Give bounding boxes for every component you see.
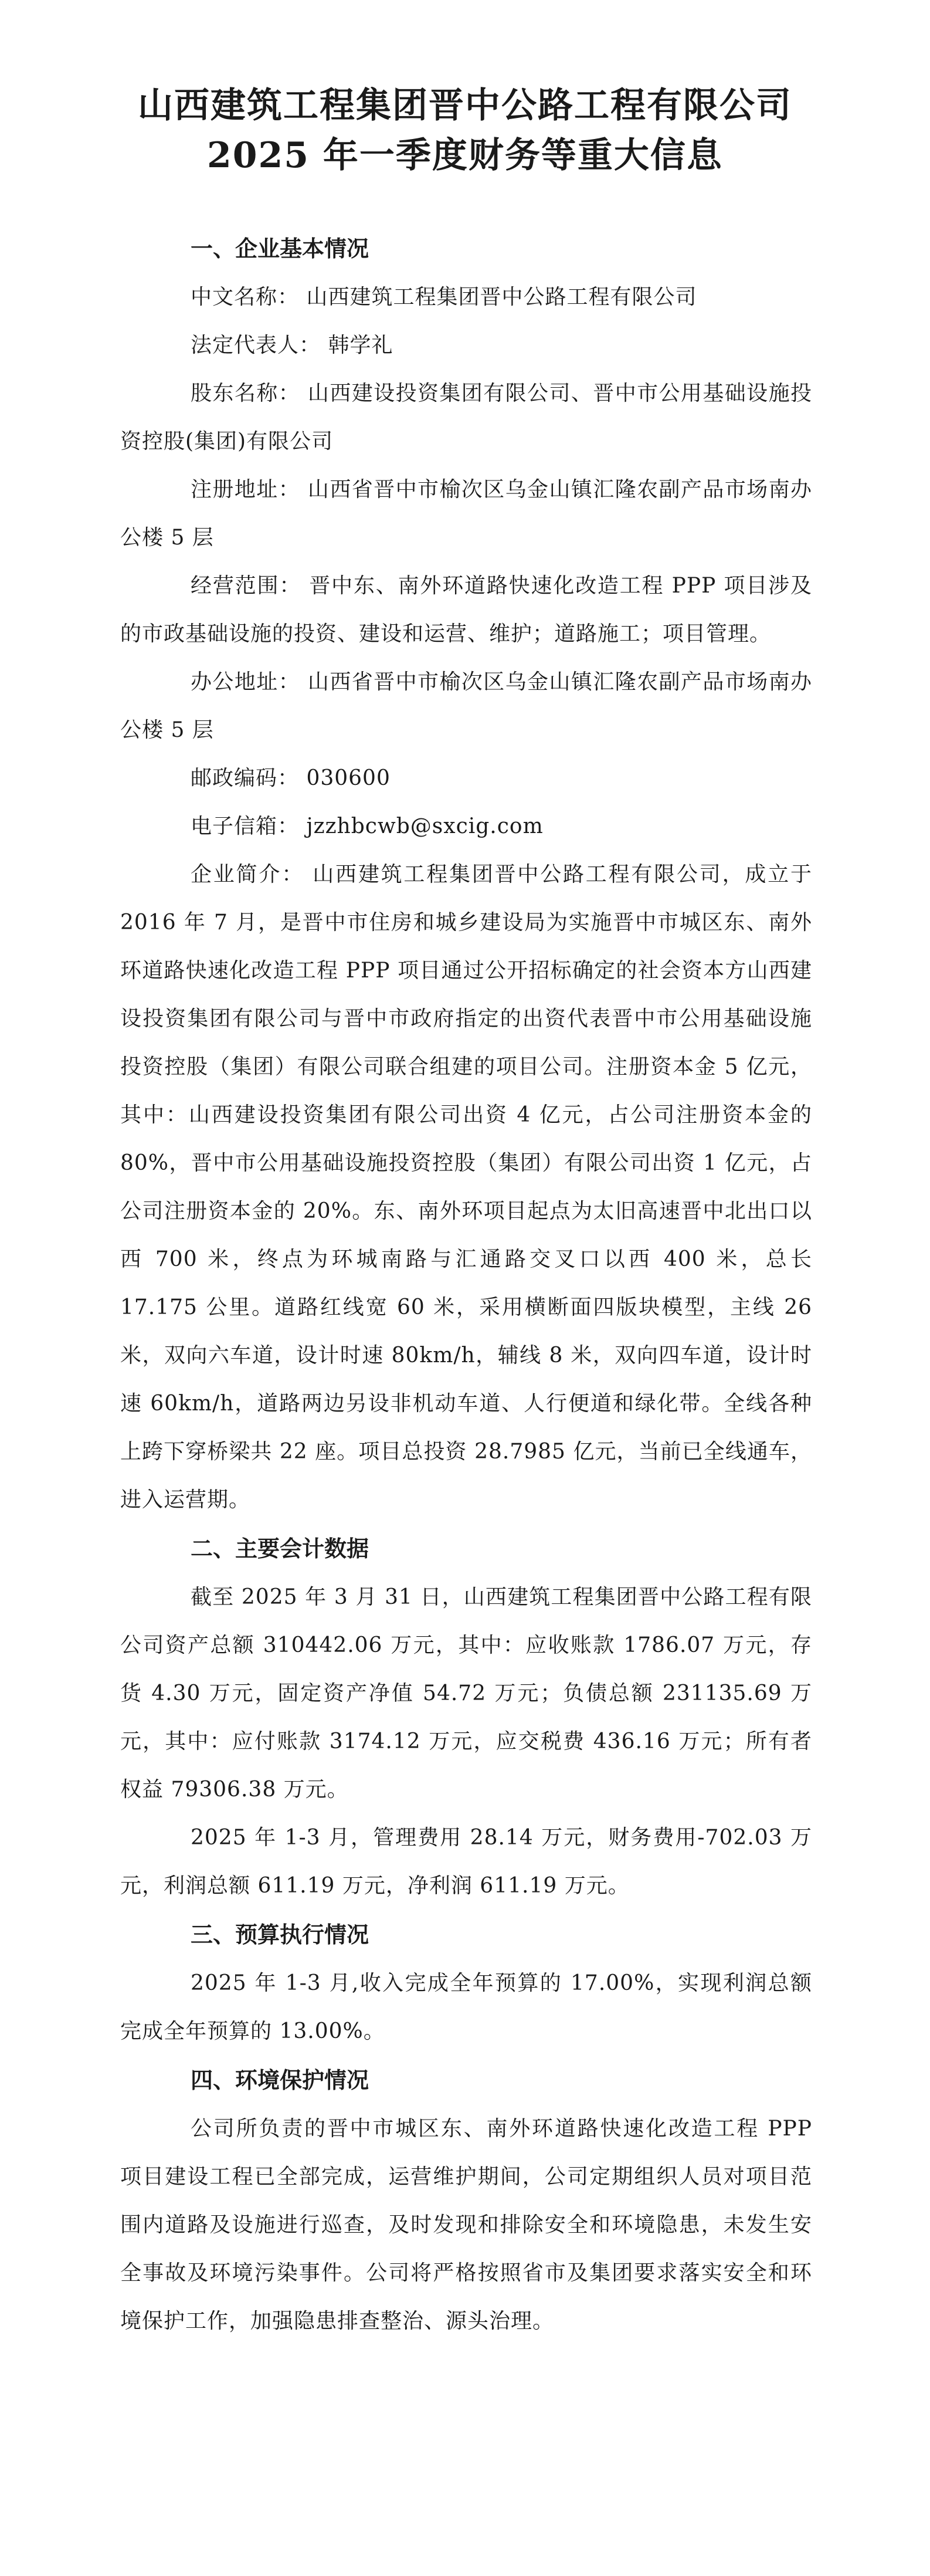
budget-paragraph: 2025 年 1-3 月,收入完成全年预算的 17.00%，实现利润总额完成全年预算的 13.00%。 bbox=[120, 1971, 812, 2043]
office-address: 办公地址： 山西省晋中市榆次区乌金山镇汇隆农副产品市场南办公楼 5 层 bbox=[120, 670, 812, 742]
legal-representative: 法定代表人： 韩学礼 bbox=[191, 333, 393, 357]
section-heading-environment: 四、环境保护情况 bbox=[191, 2067, 369, 2093]
business-scope: 经营范围： 晋中东、南外环道路快速化改造工程 PPP 项目涉及的市政基础设施的投资、建设和运营、维护；道路施工；项目管理。 bbox=[120, 574, 812, 646]
income-paragraph: 2025 年 1-3 月，管理费用 28.14 万元，财务费用-702.03 万元，利润总额 611.19 万元，净利润 611.19 万元。 bbox=[120, 1826, 812, 1898]
shareholder-names: 股东名称： 山西建设投资集团有限公司、晋中市公用基础设施投资控股(集团)有限公司 bbox=[120, 381, 812, 453]
document-title-line2: 2025 年一季度财务等重大信息 bbox=[207, 135, 723, 176]
section-heading-accounting-data: 二、主要会计数据 bbox=[191, 1536, 369, 1562]
company-chinese-name: 中文名称： 山西建筑工程集团晋中公路工程有限公司 bbox=[191, 285, 697, 309]
postal-code: 邮政编码： 030600 bbox=[191, 766, 391, 790]
section-heading-basic-info: 一、企业基本情况 bbox=[191, 236, 369, 262]
company-profile: 企业简介： 山西建筑工程集团晋中公路工程有限公司，成立于 2016 年 7 月，是晋中市住房和城乡建设局为实施晋中市城区东、南外环道路快速化改造工程 PPP 项目通过公开招标确定的社会资本方山西建设投资集团有限公司与晋中市政府指定的出资代表晋中市公用基础设施投资控股（集团）有限公司联合组建的项目公司。注册资本金 5 亿元，其中：山西建设投资集团有限公司出资 4 亿元，占公司注册资本金的 80%，晋中市公用基础设施投资控股（集团）有限公司出资 1 亿元，占公司注册资本金的 20%。东、南外环项目起点为太旧高速晋中北出口以西 700 米，终点为环城南路与汇通路交叉口以西 400 米，总长 17.175 公里。道路红线宽 60 米，采用横断面四版块模型，主线 26 米，双向六车道，设计时速 80km/h，辅线 8 米，双向四车道，设计时速 60km/h，道路两边另设非机动车道、人行便道和绿化带。全线各种上跨下穿桥梁共 22 座。项目总投资 28.7985 亿元，当前已全线通车，进入运营期。 bbox=[120, 862, 812, 1512]
email-address: 电子信箱： jzzhbcwb@sxcig.com bbox=[191, 814, 544, 838]
document-title-line1: 山西建筑工程集团晋中公路工程有限公司 bbox=[138, 85, 792, 126]
document-body bbox=[120, 224, 812, 2345]
section-heading-budget: 三、预算执行情况 bbox=[191, 1922, 369, 1948]
balance-sheet-paragraph: 截至 2025 年 3 月 31 日，山西建筑工程集团晋中公路工程有限公司资产总额 310442.06 万元，其中：应收账款 1786.07 万元，存货 4.30 万元，固定资产净值 54.72 万元；负债总额 231135.69 万元，其中：应付账款 3174.12 万元，应交税费 436.16 万元；所有者权益 79306.38 万元。 bbox=[120, 1585, 812, 1802]
environment-paragraph: 公司所负责的晋中市城区东、南外环道路快速化改造工程 PPP 项目建设工程已全部完成，运营维护期间，公司定期组织人员对项目范围内道路及设施进行巡查，及时发现和排除安全和环境隐患，未发生安全事故及环境污染事件。公司将严格按照省市及集团要求落实安全和环境保护工作，加强隐患排查整治、源头治理。 bbox=[120, 2117, 812, 2333]
registered-address: 注册地址： 山西省晋中市榆次区乌金山镇汇隆农副产品市场南办公楼 5 层 bbox=[120, 478, 812, 550]
